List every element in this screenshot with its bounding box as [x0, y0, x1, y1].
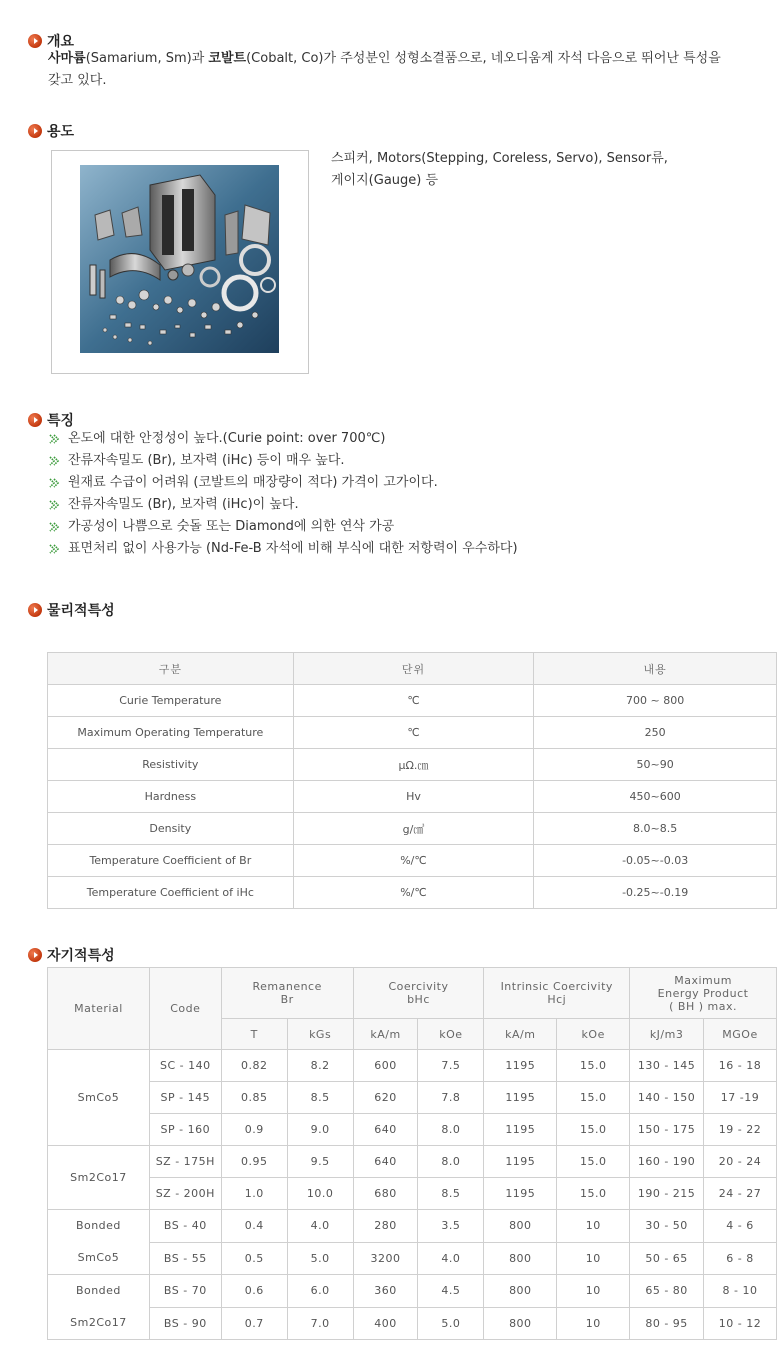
table-cell: Temperature Coefficient of iHc [48, 877, 294, 909]
material-cell: Bonded Sm2Co17 [48, 1275, 150, 1340]
column-header: 단위 [293, 653, 534, 685]
features-list [48, 428, 518, 560]
double-chevron-icon [48, 477, 60, 489]
column-header: 구분 [48, 653, 294, 685]
table-cell: 0.95 [221, 1146, 287, 1178]
table-cell: 1195 [484, 1082, 557, 1114]
unit-header: kA/m [353, 1019, 418, 1050]
table-cell: 3200 [353, 1242, 418, 1275]
double-chevron-icon [48, 499, 60, 511]
table-cell: 17 -19 [704, 1082, 777, 1114]
table-cell: 0.7 [221, 1307, 287, 1340]
table-cell: 8 - 10 [704, 1275, 777, 1308]
table-cell: 30 - 50 [630, 1210, 704, 1243]
table-cell: 1195 [484, 1050, 557, 1082]
table-cell: 1195 [484, 1114, 557, 1146]
table-cell: Maximum Operating Temperature [48, 717, 294, 749]
table-cell: Curie Temperature [48, 685, 294, 717]
table-cell: Hardness [48, 781, 294, 813]
product-photo-frame [51, 150, 309, 374]
table-cell: 0.5 [221, 1242, 287, 1275]
table-cell: %/℃ [293, 845, 534, 877]
code-cell: BS - 90 [149, 1307, 221, 1340]
feature-item: 원재료 수급이 어려워 (코발트의 매장량이 적다) 가격이 고가이다. [48, 472, 518, 494]
table-cell: 800 [484, 1307, 557, 1340]
table-cell: 7.8 [418, 1082, 484, 1114]
table-row [48, 1146, 777, 1178]
table-row [48, 685, 777, 717]
table-cell: %/℃ [293, 877, 534, 909]
table-cell: 5.0 [287, 1242, 353, 1275]
red-circle-arrow-icon [28, 603, 42, 617]
table-cell: -0.05~-0.03 [534, 845, 777, 877]
table-cell: 16 - 18 [704, 1050, 777, 1082]
table-cell: 640 [353, 1146, 418, 1178]
code-cell: BS - 55 [149, 1242, 221, 1275]
feature-item: 잔류자속밀도 (Br), 보자력 (iHc) 등이 매우 높다. [48, 450, 518, 472]
usage-text: 스피커, Motors(Stepping, Coreless, Servo), Sensor류, 게이지(Gauge) 등 [331, 151, 668, 188]
physical-heading: 물리적특성 [28, 600, 115, 620]
table-cell: 10 - 12 [704, 1307, 777, 1340]
feature-item: 잔류자속밀도 (Br), 보자력 (iHc)이 높다. [48, 494, 518, 516]
table-cell: 15.0 [557, 1082, 630, 1114]
table-cell: 6 - 8 [704, 1242, 777, 1275]
unit-header: kJ/m3 [630, 1019, 704, 1050]
table-cell: -0.25~-0.19 [534, 877, 777, 909]
code-cell: BS - 70 [149, 1275, 221, 1308]
double-chevron-icon [48, 433, 60, 445]
magnetic-properties-table [47, 967, 777, 1340]
table-cell: 700 ~ 800 [534, 685, 777, 717]
table-cell: 130 - 145 [630, 1050, 704, 1082]
features-heading: 특징 [28, 410, 74, 430]
table-cell: 3.5 [418, 1210, 484, 1243]
unit-header: kOe [418, 1019, 484, 1050]
table-cell: 250 [534, 717, 777, 749]
table-cell: g/㎤ [293, 813, 534, 845]
red-circle-arrow-icon [28, 34, 42, 48]
feature-item: 가공성이 나쁨으로 숫돌 또는 Diamond에 의한 연삭 가공 [48, 516, 518, 538]
feature-item: 온도에 대한 안정성이 높다.(Curie point: over 700℃) [48, 428, 518, 450]
table-cell: 19 - 22 [704, 1114, 777, 1146]
table-cell: μΩ.㎝ [293, 749, 534, 781]
table-cell: Resistivity [48, 749, 294, 781]
physical-properties-table [47, 652, 777, 909]
table-row [48, 813, 777, 845]
table-row [48, 1307, 777, 1340]
unit-header: T [221, 1019, 287, 1050]
table-cell: 4 - 6 [704, 1210, 777, 1243]
table-cell: 15.0 [557, 1146, 630, 1178]
red-circle-arrow-icon [28, 124, 42, 138]
overview-heading: 개요 [28, 31, 74, 51]
table-cell: 6.0 [287, 1275, 353, 1308]
table-cell: 8.0 [418, 1114, 484, 1146]
table-cell: 800 [484, 1210, 557, 1243]
material-cell: SmCo5 [48, 1050, 150, 1146]
table-cell: 10.0 [287, 1178, 353, 1210]
code-header: Code [149, 968, 221, 1050]
usage-heading: 용도 [28, 121, 74, 141]
table-cell: 160 - 190 [630, 1146, 704, 1178]
table-cell: 10 [557, 1210, 630, 1243]
table-row [48, 1210, 777, 1243]
table-row [48, 1114, 777, 1146]
table-cell: ℃ [293, 717, 534, 749]
remanence-header: Remanence Br [221, 968, 353, 1019]
table-cell: 0.9 [221, 1114, 287, 1146]
column-header: 내용 [534, 653, 777, 685]
unit-header: kGs [287, 1019, 353, 1050]
table-cell: 50~90 [534, 749, 777, 781]
table-cell: 20 - 24 [704, 1146, 777, 1178]
table-cell: 280 [353, 1210, 418, 1243]
double-chevron-icon [48, 543, 60, 555]
table-cell: 1195 [484, 1146, 557, 1178]
double-chevron-icon [48, 521, 60, 533]
intrinsic-coercivity-header: Intrinsic Coercivity Hcj [484, 968, 630, 1019]
unit-header: kA/m [484, 1019, 557, 1050]
table-cell: 7.0 [287, 1307, 353, 1340]
code-cell: SZ - 175H [149, 1146, 221, 1178]
table-cell: 15.0 [557, 1114, 630, 1146]
table-cell: 8.0 [418, 1146, 484, 1178]
table-cell: 800 [484, 1275, 557, 1308]
table-header-row [48, 653, 777, 685]
table-cell: 140 - 150 [630, 1082, 704, 1114]
table-cell: 190 - 215 [630, 1178, 704, 1210]
table-cell: 640 [353, 1114, 418, 1146]
feature-item: 표면처리 없이 사용가능 (Nd-Fe-B 자석에 비해 부식에 대한 저항력이 우수하다) [48, 538, 518, 560]
table-cell: 5.0 [418, 1307, 484, 1340]
table-cell: 15.0 [557, 1050, 630, 1082]
table-cell: 8.0~8.5 [534, 813, 777, 845]
table-cell: 680 [353, 1178, 418, 1210]
unit-header: MGOe [704, 1019, 777, 1050]
material-header: Material [48, 968, 150, 1050]
table-cell: 8.2 [287, 1050, 353, 1082]
red-circle-arrow-icon [28, 948, 42, 962]
code-cell: SC - 140 [149, 1050, 221, 1082]
table-row [48, 781, 777, 813]
table-cell: 7.5 [418, 1050, 484, 1082]
table-header-row [48, 968, 777, 1019]
table-row [48, 845, 777, 877]
table-row [48, 717, 777, 749]
table-cell: 50 - 65 [630, 1242, 704, 1275]
energy-product-header: Maximum Energy Product ( BH ) max. [630, 968, 777, 1019]
table-row [48, 1275, 777, 1308]
table-cell: Hv [293, 781, 534, 813]
table-cell: 24 - 27 [704, 1178, 777, 1210]
table-cell: 0.82 [221, 1050, 287, 1082]
table-cell: 400 [353, 1307, 418, 1340]
table-cell: 8.5 [287, 1082, 353, 1114]
code-cell: SZ - 200H [149, 1178, 221, 1210]
table-row [48, 1082, 777, 1114]
table-cell: 9.5 [287, 1146, 353, 1178]
table-cell: Density [48, 813, 294, 845]
table-cell: 10 [557, 1242, 630, 1275]
material-cell: Sm2Co17 [48, 1146, 150, 1210]
table-cell: Temperature Coefficient of Br [48, 845, 294, 877]
table-cell: 65 - 80 [630, 1275, 704, 1308]
table-cell: 600 [353, 1050, 418, 1082]
magnetic-heading: 자기적특성 [28, 945, 115, 965]
table-row [48, 1242, 777, 1275]
table-cell: 450~600 [534, 781, 777, 813]
magnet-products-photo [80, 165, 279, 353]
table-cell: 8.5 [418, 1178, 484, 1210]
table-cell: 0.6 [221, 1275, 287, 1308]
unit-header: kOe [557, 1019, 630, 1050]
double-chevron-icon [48, 455, 60, 467]
table-cell: 10 [557, 1275, 630, 1308]
code-cell: SP - 160 [149, 1114, 221, 1146]
table-cell: 1.0 [221, 1178, 287, 1210]
table-cell: ℃ [293, 685, 534, 717]
table-cell: 620 [353, 1082, 418, 1114]
table-cell: 4.5 [418, 1275, 484, 1308]
material-cell: Bonded SmCo5 [48, 1210, 150, 1275]
table-cell: 10 [557, 1307, 630, 1340]
coercivity-header: Coercivity bHc [353, 968, 484, 1019]
table-cell: 15.0 [557, 1178, 630, 1210]
code-cell: SP - 145 [149, 1082, 221, 1114]
table-cell: 150 - 175 [630, 1114, 704, 1146]
table-cell: 800 [484, 1242, 557, 1275]
table-cell: 0.4 [221, 1210, 287, 1243]
overview-text: 사마륨(Samarium, Sm)과 코발트(Cobalt, Co)가 주성분인 성형소결품으로, 네오디움계 자석 다음으로 뛰어난 특성을 갖고 있다. [48, 51, 721, 88]
table-cell: 1195 [484, 1178, 557, 1210]
table-cell: 80 - 95 [630, 1307, 704, 1340]
red-circle-arrow-icon [28, 413, 42, 427]
table-cell: 9.0 [287, 1114, 353, 1146]
table-row [48, 749, 777, 781]
table-cell: 0.85 [221, 1082, 287, 1114]
code-cell: BS - 40 [149, 1210, 221, 1243]
table-row [48, 877, 777, 909]
table-cell: 4.0 [287, 1210, 353, 1243]
table-cell: 360 [353, 1275, 418, 1308]
table-row [48, 1050, 777, 1082]
table-cell: 4.0 [418, 1242, 484, 1275]
table-row [48, 1178, 777, 1210]
